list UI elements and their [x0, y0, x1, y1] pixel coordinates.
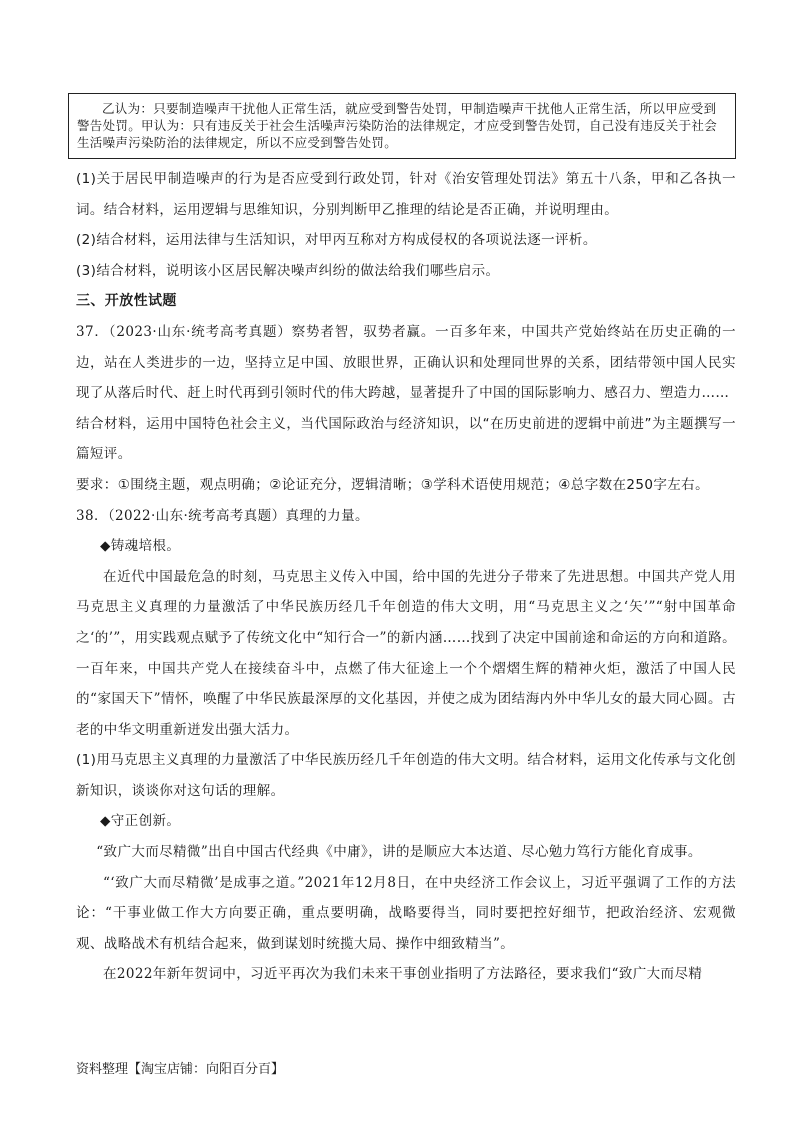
document-body	[76, 164, 736, 990]
part2-para-2: “‘致广大而尽精微’是成事之道。”2021年12月8日，在中央经济工作会议上，习近平强调了工作的方法论：“干事业做工作大方向要正确，重点要明确，战略要得当，同时要把控好细节，把政治经济、宏观微观、战略战术有机结合起来，做到谋划时统揽大局、操作中细致精当”。	[76, 874, 736, 952]
footer-source: 资料整理【淘宝店铺：向阳百分百】	[76, 1062, 285, 1077]
part2-para-3: 在2022年新年贺词中，习近平再次为我们未来干事创业指明了方法路径，要求我们“致广大而尽精	[103, 966, 703, 983]
question-2: (2)结合材料，运用法律与生活知识，对甲丙互称对方构成侵权的各项说法逐一评析。	[76, 232, 597, 249]
part1-title: ◆铸魂培根。	[100, 538, 181, 555]
part2-para-1: “致广大而尽精微”出自中国古代经典《中庸》，讲的是顺应大本达道、尽心勉力笃行方能化育成事。	[96, 844, 702, 861]
question-37-task: 结合材料，运用中国特色社会主义，当代国际政治与经济知识，以“在历史前进的逻辑中前进”为主题撰写一篇短评。	[76, 415, 736, 463]
question-1: (1)关于居民甲制造噪声的行为是否应受到行政处罚，针对《治安管理处罚法》第五十八条，甲和乙各执一词。结合材料，运用逻辑与思维知识，分别判断甲乙推理的结论是否正确，并说明理由。	[76, 171, 736, 218]
question-3: (3)结合材料，说明该小区居民解决噪声纠纷的做法给我们哪些启示。	[76, 262, 500, 279]
question-37-stem: 37．（2023·山东·统考高考真题）察势者智，驭势者赢。一百多年来，中国共产党始终站在历史正确的一边，站在人类进步的一边，坚持立足中国、放眼世界，正确认识和处理同世界的关系，团结带领中国人民实现了从落后时代、赶上时代再到引领时代的伟大跨越，显著提升了中国的国际影响力、感召力、塑造力……	[76, 323, 736, 402]
part1-text: 在近代中国最危急的时刻，马克思主义传入中国，给中国的先进分子带来了先进思想。中国共产党人用马克思主义真理的力量激活了中华民族历经几千年创造的伟大文明，用“马克思主义之‘矢’”“射中国革命之‘的’”，用实践观点赋予了传统文化中“知行合一”的新内涵……找到了决定中国前途和命运的方向和道路。一百年来，中国共产党人在接续奋斗中，点燃了伟大征途上一个个熠熠生辉的精神火炬，激活了中国人民的“家国天下”情怀，唤醒了中华民族最深厚的文化基因，并使之成为团结海内外中华儿女的最大同心圆。古老的中华文明重新迸发出强大活力。	[76, 568, 736, 738]
question-37-requirements: 要求：①围绕主题，观点明确；②论证充分，逻辑清晰；③学科术语使用规范；④总字数在250字左右。	[76, 476, 709, 493]
material-text: 乙认为：只要制造噪声干扰他人正常生活，就应受到警告处罚，甲制造噪声干扰他人正常生活，所以甲应受到警告处罚。甲认为：只有违反关于社会生活噪声污染防治的法律规定，才应受到警告处罚，自己没有违反关于社会生活噪声污染防治的法律规定，所以不应受到警告处罚。	[77, 101, 718, 150]
question-38-sub1: (1)用马克思主义真理的力量激活了中华民族历经几千年创造的伟大文明。结合材料，运用文化传承与文化创新知识，谈谈你对这句话的理解。	[76, 752, 736, 799]
section-heading: 三、开放性试题	[76, 293, 177, 310]
part2-title: ◆守正创新。	[100, 813, 181, 830]
question-38-stem: 38．（2022·山东·统考高考真题）真理的力量。	[76, 507, 369, 524]
material-box	[68, 93, 736, 159]
